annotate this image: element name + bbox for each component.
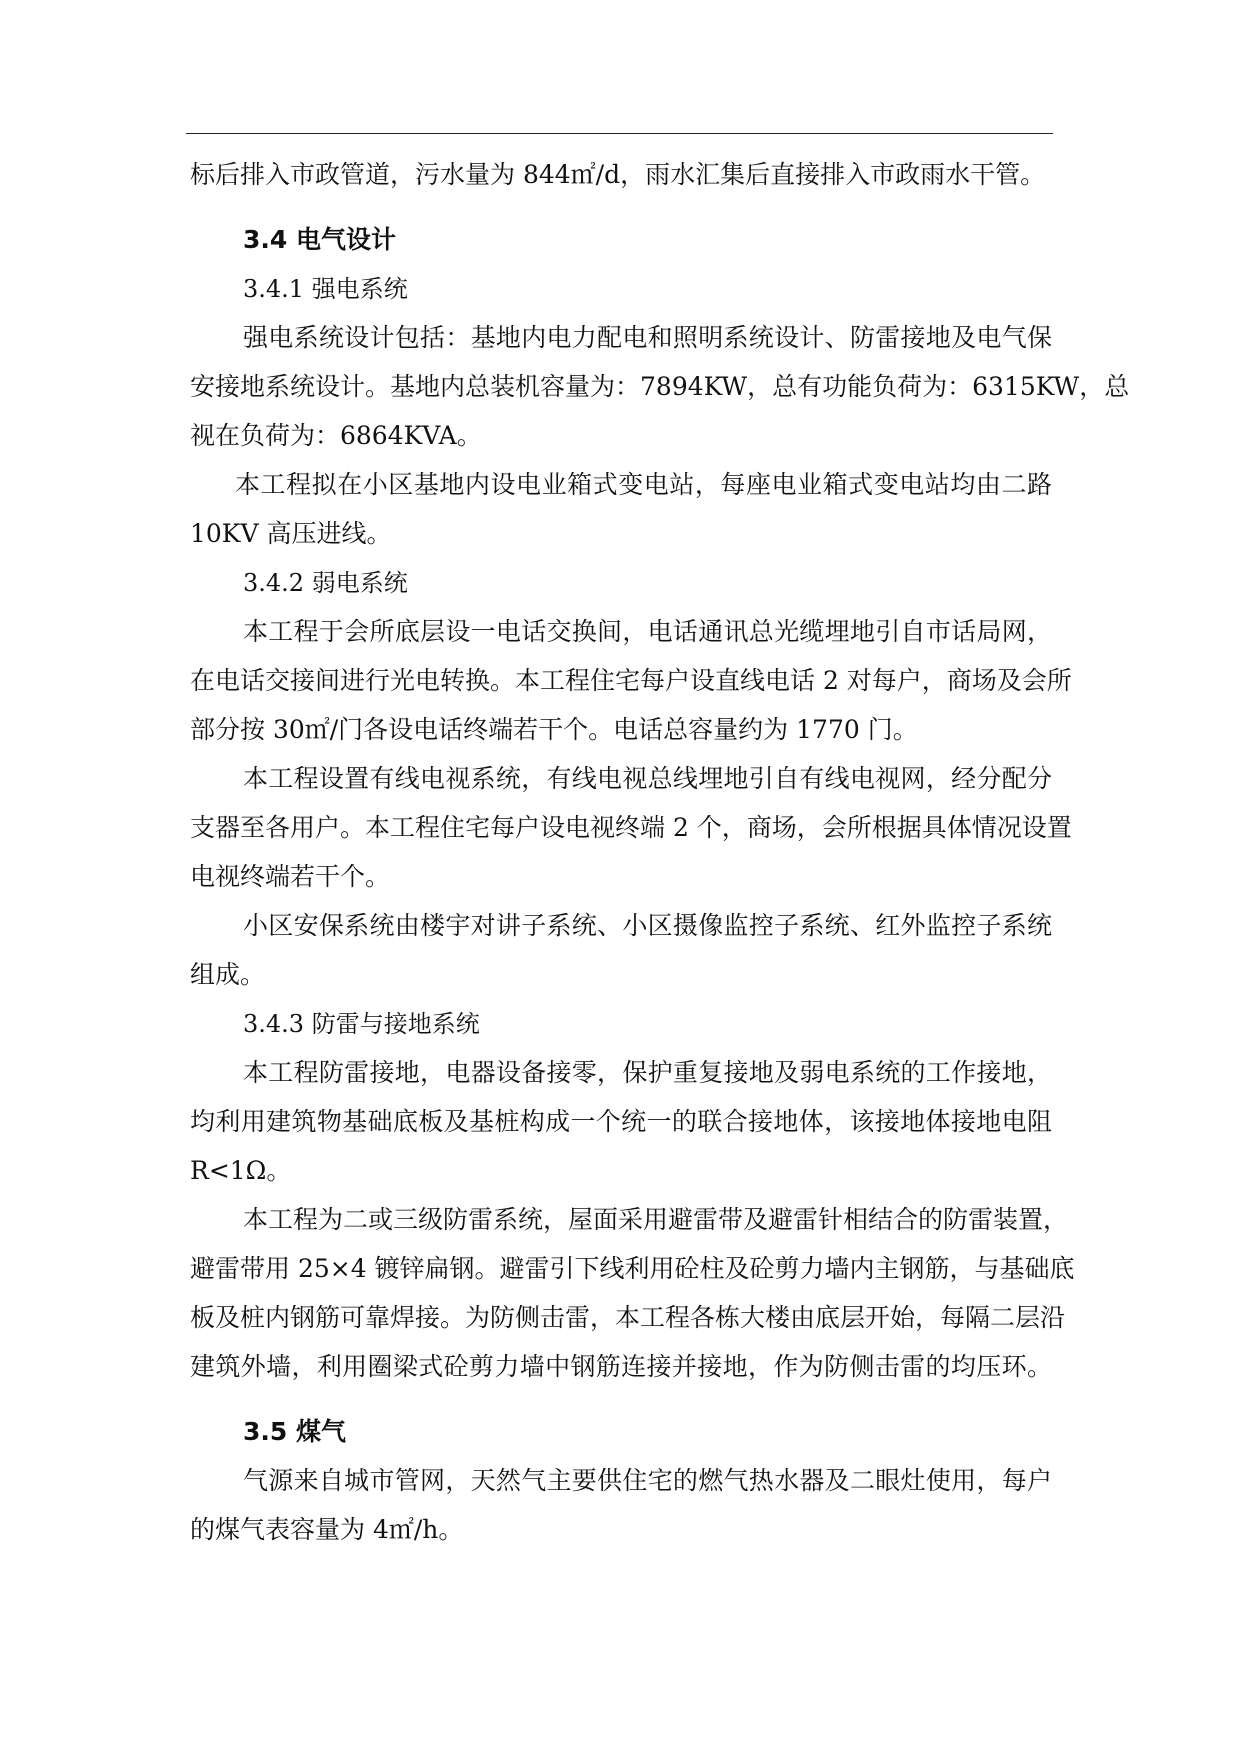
paragraph-line: 部分按 30㎡/门各设电话终端若干个。电话总容量约为 1770 门。 [190, 715, 918, 744]
paragraph-line: R<1Ω。 [190, 1156, 292, 1185]
paragraph-line: 气源来自城市管网，天然气主要供住宅的燃气热水器及二眼灶使用，每户 [243, 1466, 1052, 1495]
paragraph-line: 小区安保系统由楼宇对讲子系统、小区摄像监控子系统、红外监控子系统 [243, 911, 1052, 940]
paragraph-line: 10KV 高压进线。 [190, 519, 392, 548]
paragraph-line: 视在负荷为：6864KVA。 [190, 421, 482, 450]
paragraph-line: 支器至各用户。本工程住宅每户设电视终端 2 个，商场，会所根据具体情况设置 [190, 813, 1072, 842]
paragraph-line: 组成。 [190, 960, 266, 989]
section-heading: 3.4 电气设计 [243, 225, 396, 254]
paragraph-line: 建筑外墙，利用圈梁式砼剪力墙中钢筋连接并接地，作为防侧击雷的均压环。 [190, 1352, 1052, 1381]
header-rule [186, 133, 1053, 134]
paragraph-line: 板及桩内钢筋可靠焊接。为防侧击雷，本工程各栋大楼由底层开始，每隔二层沿 [190, 1303, 1066, 1332]
paragraph-line: 的煤气表容量为 4㎡/h。 [190, 1515, 464, 1544]
paragraph-line: 本工程为二或三级防雷系统，屋面采用避雷带及避雷针相结合的防雷装置， [243, 1205, 1069, 1234]
paragraph-line: 标后排入市政管道，污水量为 844㎡/d，雨水汇集后直接排入市政雨水干管。 [190, 160, 1046, 189]
paragraph-line: 电视终端若干个。 [190, 862, 391, 891]
paragraph-line: 本工程设置有线电视系统，有线电视总线埋地引自有线电视网，经分配分 [243, 764, 1052, 793]
paragraph-line: 避雷带用 25×4 镀锌扁钢。避雷引下线利用砼柱及砼剪力墙内主钢筋，与基础底 [190, 1254, 1075, 1283]
subsection-heading: 3.4.3 防雷与接地系统 [243, 1010, 480, 1038]
paragraph-line: 本工程于会所底层设一电话交换间，电话通讯总光缆埋地引自市话局网， [243, 617, 1052, 646]
paragraph-line: 强电系统设计包括：基地内电力配电和照明系统设计、防雷接地及电气保 [243, 323, 1052, 352]
subsection-heading: 3.4.1 强电系统 [243, 275, 408, 303]
paragraph-line: 本工程防雷接地，电器设备接零，保护重复接地及弱电系统的工作接地， [243, 1058, 1052, 1087]
subsection-heading: 3.4.2 弱电系统 [243, 569, 408, 597]
section-heading: 3.5 煤气 [243, 1417, 346, 1446]
paragraph-line: 均利用建筑物基础底板及基桩构成一个统一的联合接地体，该接地体接地电阻 [190, 1107, 1052, 1136]
paragraph-line: 本工程拟在小区基地内设电业箱式变电站，每座电业箱式变电站均由二路 [235, 470, 1052, 499]
paragraph-line: 在电话交接间进行光电转换。本工程住宅每户设直线电话 2 对每户，商场及会所 [190, 666, 1072, 695]
paragraph-line: 安接地系统设计。基地内总装机容量为：7894KW，总有功能负荷为：6315KW，总 [190, 372, 1130, 401]
